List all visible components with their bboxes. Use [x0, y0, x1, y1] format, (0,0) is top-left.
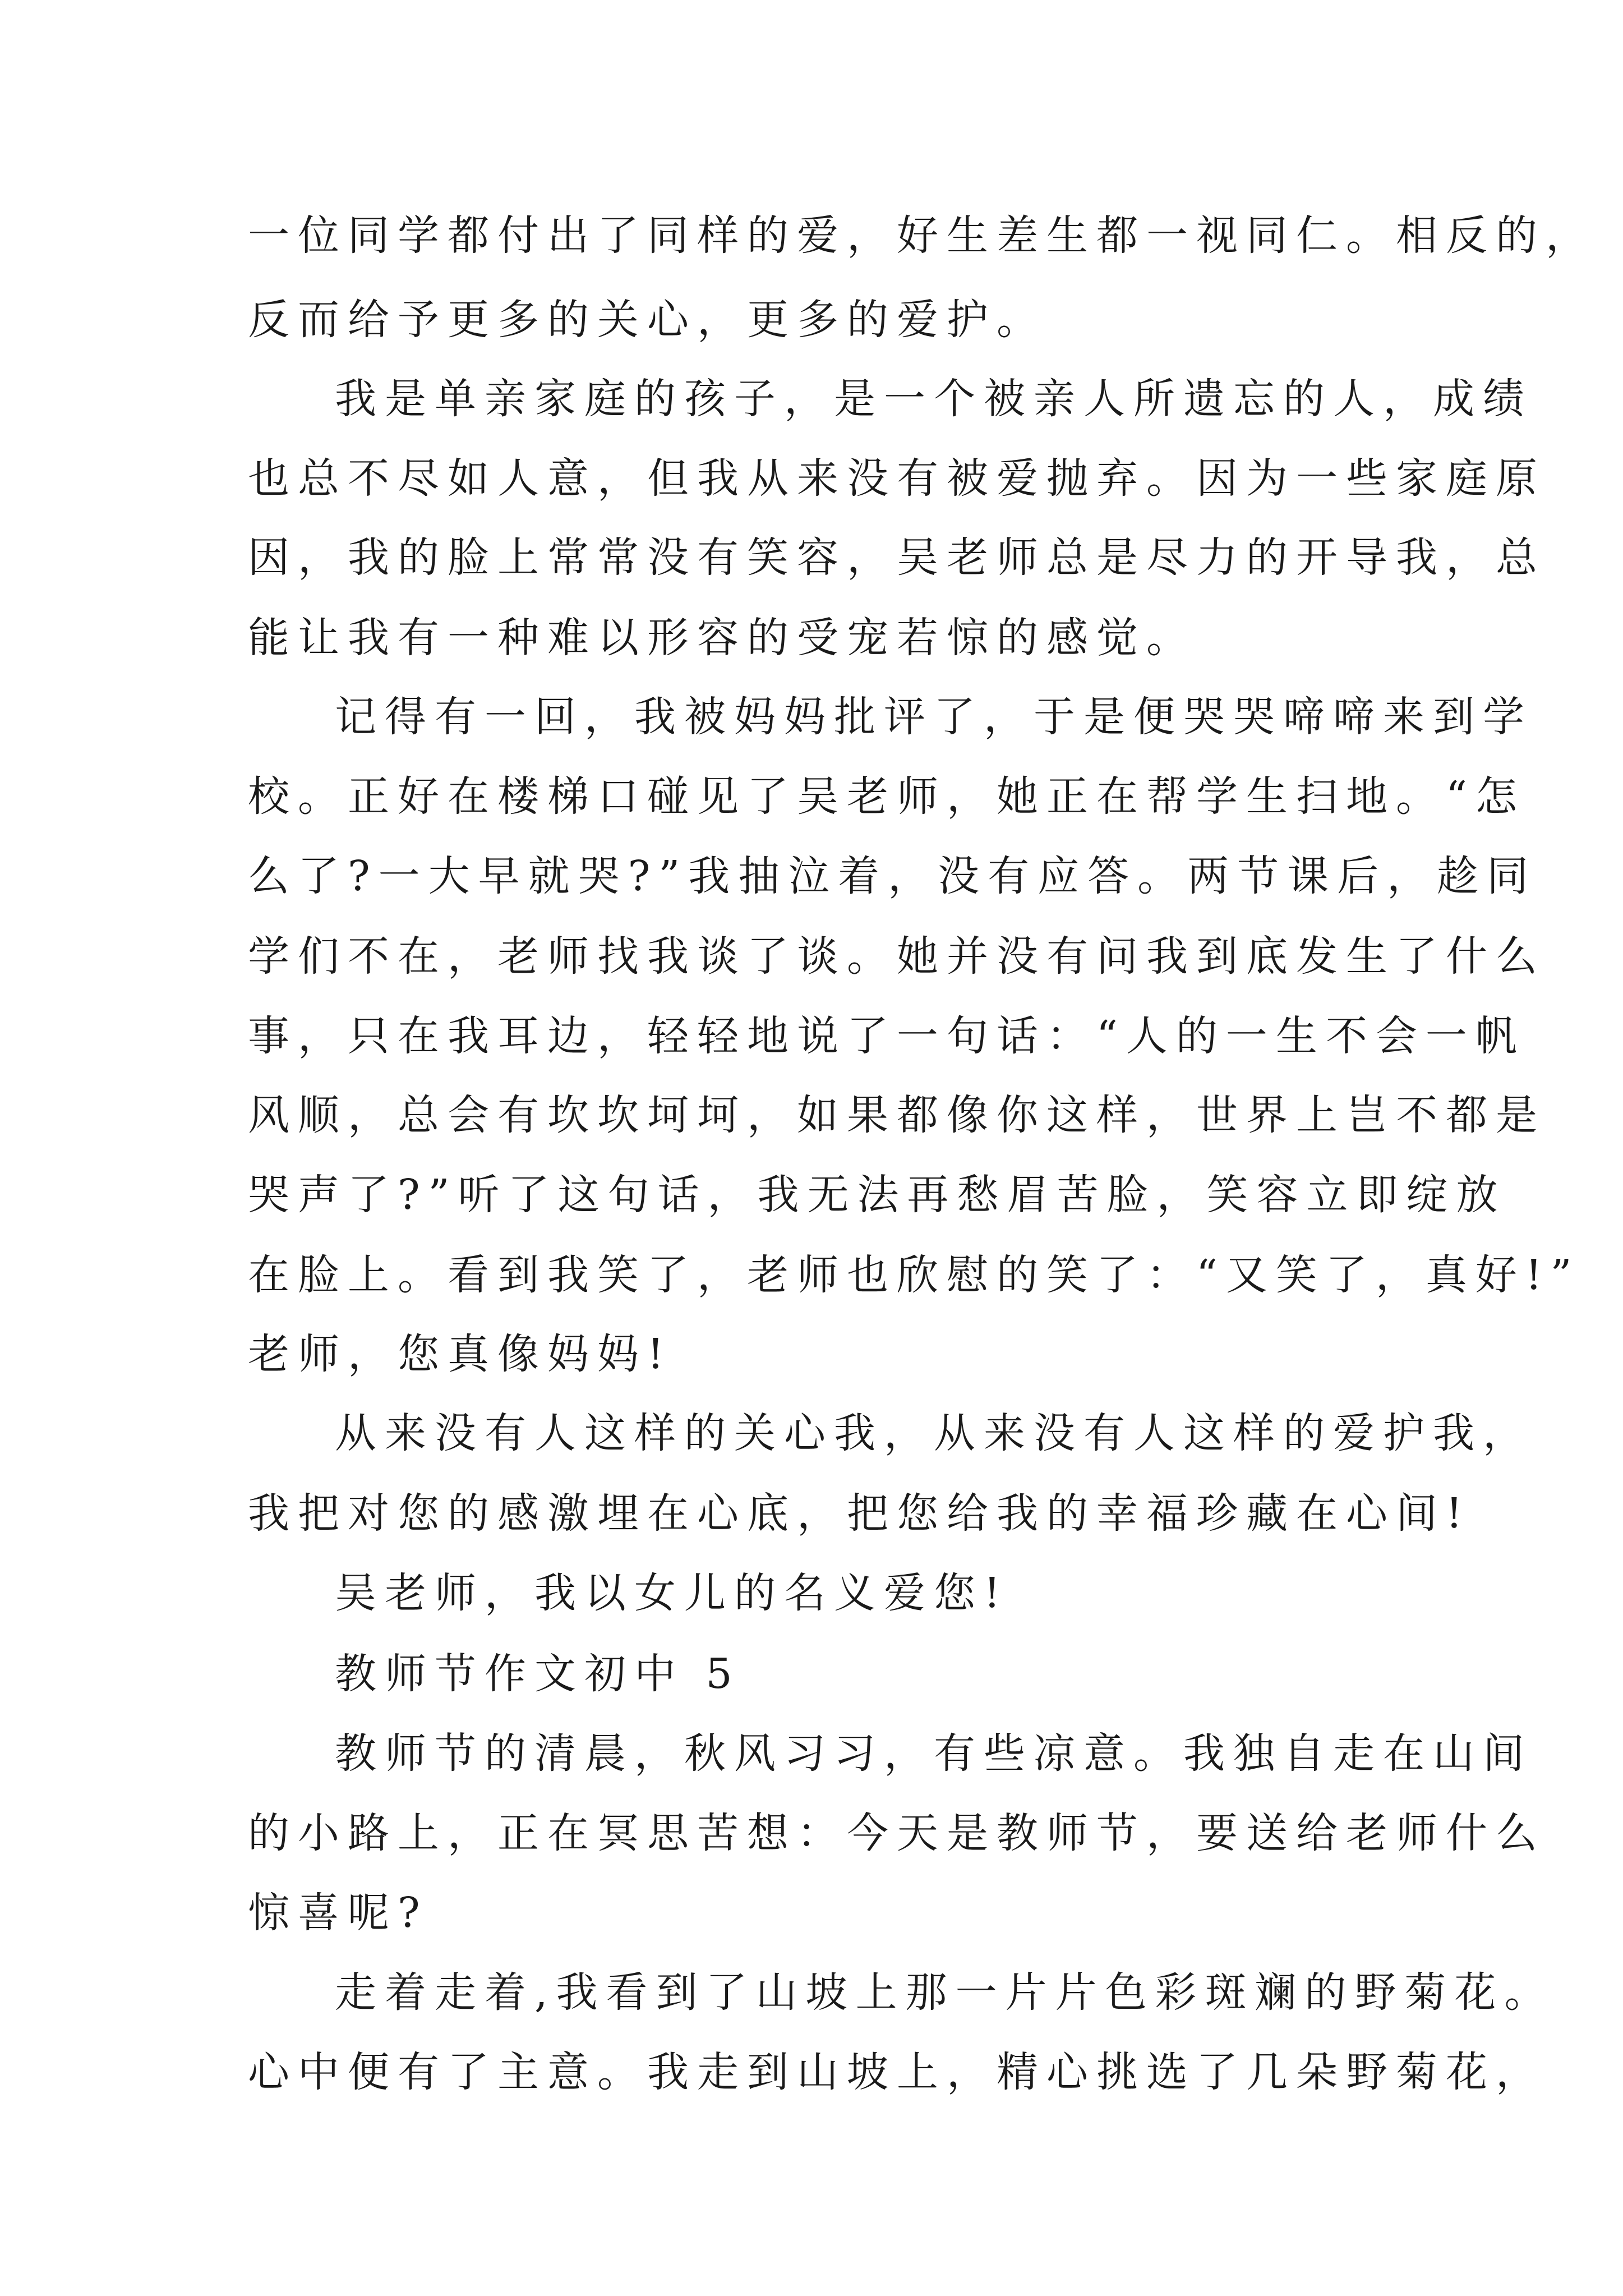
text-line: [0, 760, 1623, 833]
text-line: [0, 1318, 1623, 1391]
text-line: [0, 442, 1623, 515]
text-line: [0, 1000, 1623, 1073]
text-line: [0, 521, 1623, 594]
text-line: [0, 1158, 1623, 1231]
text-line: [0, 601, 1623, 674]
text-line: [0, 1557, 1623, 1630]
line-text: 也总不尽如人意，但我从来没有被爱抛弃。因为一些家庭原: [248, 454, 1546, 503]
text-line: [0, 1079, 1623, 1152]
text-line: [0, 1717, 1623, 1790]
line-text: 教师节作文初中 5: [335, 1650, 741, 1698]
text-line: [0, 680, 1623, 753]
line-text: 心中便有了主意。我走到山坡上，精心挑选了几朵野菊花，: [248, 2048, 1546, 2096]
line-text: 学们不在，老师找我谈了谈。她并没有问我到底发生了什么: [248, 932, 1546, 981]
line-text: 么了?一大早就哭?”我抽泣着，没有应答。两节课后，趁同: [248, 852, 1537, 900]
line-text: 校。正好在楼梯口碰见了吴老师，她正在帮学生扫地。“怎: [248, 772, 1525, 821]
line-text: 一位同学都付出了同样的爱，好生差生都一视同仁。相反的，: [248, 211, 1596, 260]
line-text: 惊喜呢?: [248, 1889, 428, 1937]
line-text: 教师节的清晨，秋风习习，有些凉意。我独自走在山间: [335, 1729, 1533, 1778]
line-text: 从来没有人这样的关心我，从来没有人这样的爱护我，: [335, 1409, 1533, 1457]
line-text: 在脸上。看到我笑了，老师也欣慰的笑了：“又笑了，真好!”: [248, 1251, 1580, 1299]
text-line: [0, 1397, 1623, 1470]
text-line: [0, 1637, 1623, 1710]
text-line: [0, 840, 1623, 913]
line-text: 哭声了?”听了这句话，我无法再愁眉苦脸，笑容立即绽放: [248, 1171, 1506, 1219]
text-line: [0, 283, 1623, 356]
line-text: 我把对您的感激埋在心底，把您给我的幸福珍藏在心间!: [248, 1489, 1471, 1538]
text-line: [0, 1956, 1623, 2029]
line-text: 我是单亲家庭的孩子，是一个被亲人所遗忘的人，成绩: [335, 375, 1533, 423]
line-text: 事，只在我耳边，轻轻地说了一句话：“人的一生不会一帆: [248, 1012, 1525, 1060]
line-text: 风顺，总会有坎坎坷坷，如果都像你这样，世界上岂不都是: [248, 1091, 1546, 1139]
text-line: [0, 199, 1623, 272]
text-line: [0, 920, 1623, 993]
line-text: 的小路上，正在冥思苦想：今天是教师节，要送给老师什么: [248, 1809, 1546, 1857]
line-text: 反而给予更多的关心，更多的爱护。: [248, 296, 1046, 344]
text-line: [0, 362, 1623, 435]
text-line: [0, 1876, 1623, 1949]
text-line: [0, 1239, 1623, 1312]
text-line: [0, 1477, 1623, 1550]
line-text: 老师，您真像妈妈!: [248, 1330, 672, 1378]
line-text: 吴老师，我以女儿的名义爱您!: [335, 1569, 1009, 1617]
line-text: 因，我的脸上常常没有笑容，吴老师总是尽力的开导我，总: [248, 533, 1546, 582]
text-line: [0, 1797, 1623, 1870]
line-text: 能让我有一种难以形容的受宠若惊的感觉。: [248, 614, 1196, 662]
text-line: [0, 2036, 1623, 2109]
line-text: 记得有一回，我被妈妈批评了，于是便哭哭啼啼来到学: [335, 693, 1533, 741]
line-text: 走着走着,我看到了山坡上那一片片色彩斑斓的野菊花。: [335, 1968, 1555, 2017]
